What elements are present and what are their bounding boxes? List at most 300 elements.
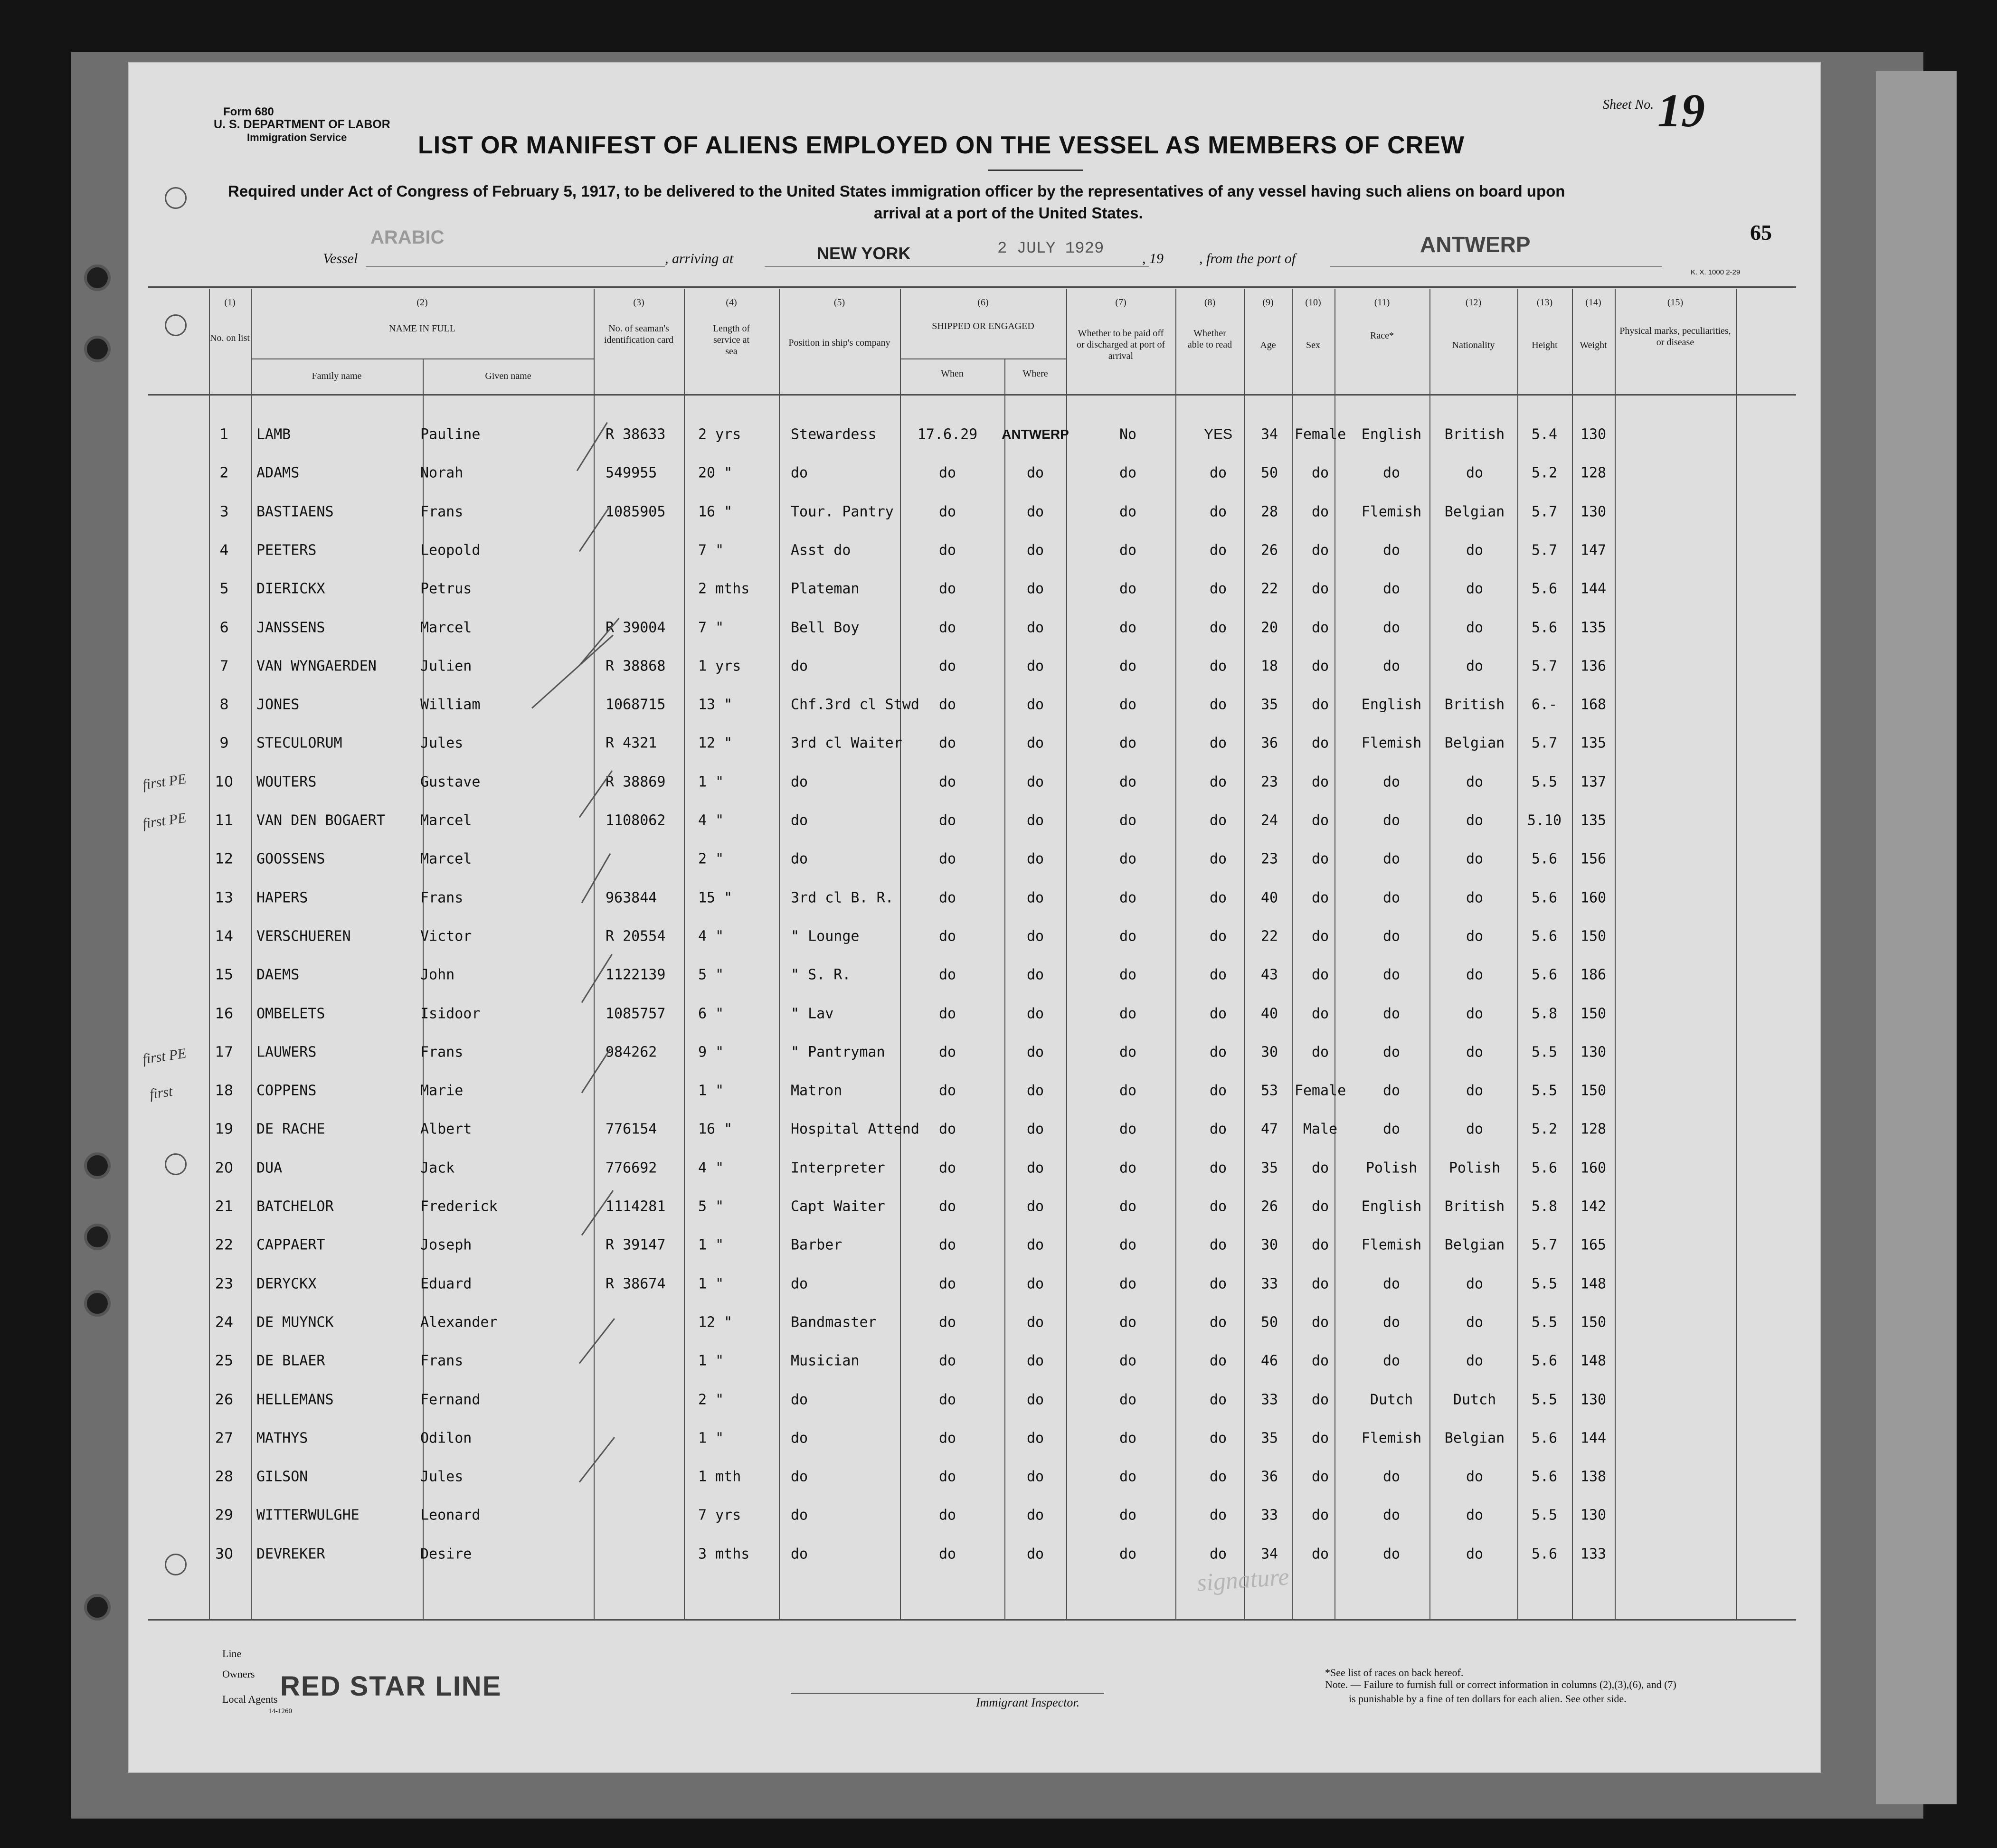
weight: 130	[1580, 503, 1607, 520]
column-rule	[1244, 289, 1245, 1619]
shipped-when: do	[938, 464, 956, 481]
card-number: 1114281	[606, 1198, 666, 1215]
able-to-read: do	[1209, 1391, 1227, 1408]
owners-label: Owners	[222, 1668, 255, 1680]
height: 5.6	[1531, 850, 1558, 867]
sex: do	[1311, 696, 1329, 713]
age: 34	[1260, 1546, 1278, 1563]
column-number-c4: (4)	[726, 297, 737, 308]
header-where: Where	[1022, 368, 1048, 379]
race: do	[1382, 812, 1401, 829]
family-name: JANSSENS	[256, 619, 325, 636]
shipped-where: do	[1026, 1005, 1044, 1022]
able-to-read: do	[1209, 1430, 1227, 1447]
age: 26	[1260, 1198, 1278, 1215]
row-number: 1	[219, 426, 229, 443]
family-name: HELLEMANS	[256, 1391, 334, 1408]
family-name: VERSCHUEREN	[256, 928, 351, 945]
header-no-on-list: No. on list	[210, 333, 250, 343]
height: 5.8	[1531, 1198, 1558, 1215]
vessel-fill-line	[366, 266, 665, 267]
paid-off: do	[1119, 1546, 1137, 1563]
header-race: Race*	[1370, 330, 1394, 341]
length-of-service: 1 yrs	[698, 658, 741, 675]
height: 5.6	[1531, 1546, 1558, 1563]
position: Bell Boy	[791, 619, 860, 636]
row-number: 19	[215, 1121, 234, 1138]
punch-ring	[165, 1554, 187, 1575]
paid-off: do	[1119, 1314, 1137, 1331]
nationality: do	[1466, 619, 1484, 636]
age: 35	[1260, 1430, 1278, 1447]
race: do	[1382, 1121, 1401, 1138]
arriving-fill-line	[765, 266, 1149, 267]
paid-off: do	[1119, 773, 1137, 791]
nationality: do	[1466, 966, 1484, 983]
given-name: Jules	[420, 1468, 464, 1485]
column-rule	[251, 289, 252, 1619]
card-number: 1085905	[606, 503, 666, 520]
race: Polish	[1365, 1160, 1418, 1177]
row-number: 21	[215, 1198, 234, 1215]
given-name: Leopold	[420, 542, 481, 559]
nationality: do	[1466, 1121, 1484, 1138]
length-of-service: 7 "	[698, 619, 724, 636]
family-name: DEVREKER	[256, 1546, 325, 1563]
given-name: Petrus	[420, 580, 472, 597]
given-name: Leonard	[420, 1507, 481, 1524]
row-number: 4	[219, 542, 229, 559]
paid-off: do	[1119, 464, 1137, 481]
family-name: DE MUYNCK	[256, 1314, 334, 1331]
vessel-label: Vessel	[323, 251, 358, 266]
punch-ring	[165, 1153, 187, 1175]
sex: Male	[1303, 1121, 1338, 1138]
penalty-note-1: Note. — Failure to furnish full or correct information in columns (2),(3),(6), and (7)	[1325, 1678, 1676, 1690]
given-name: Jules	[420, 735, 464, 752]
paid-off: do	[1119, 580, 1137, 597]
nationality: do	[1466, 542, 1484, 559]
position: Tour. Pantry	[791, 503, 894, 520]
height: 6.-	[1531, 696, 1558, 713]
shipped-where: do	[1026, 966, 1044, 983]
height: 5.6	[1531, 619, 1558, 636]
column-number-c9: (9)	[1262, 297, 1274, 308]
sex: do	[1311, 1430, 1329, 1447]
column-rule	[900, 289, 901, 1619]
shipped-where: do	[1026, 1468, 1044, 1485]
age: 22	[1260, 928, 1278, 945]
nationality: do	[1466, 812, 1484, 829]
header-bottom-rule	[148, 394, 1796, 396]
race: do	[1382, 542, 1401, 559]
able-to-read: do	[1209, 1468, 1227, 1485]
weight: 130	[1580, 1044, 1607, 1061]
header-shipped-engaged: SHIPPED OR ENGAGED	[932, 321, 1034, 331]
able-to-read: do	[1209, 1160, 1227, 1177]
row-number: 3	[219, 503, 229, 520]
position: Stewardess	[791, 426, 877, 443]
red-star-line-stamp: RED STAR LINE	[280, 1671, 502, 1702]
column-rule	[1175, 289, 1176, 1619]
height: 5.6	[1531, 580, 1558, 597]
age: 33	[1260, 1507, 1278, 1524]
position: do	[791, 1275, 808, 1292]
page-title: LIST OR MANIFEST OF ALIENS EMPLOYED ON THE VESSEL AS MEMBERS OF CREW	[418, 132, 1465, 159]
shipped-where: do	[1026, 812, 1044, 829]
binder-hole	[84, 264, 111, 291]
form-number: Form 680	[223, 105, 274, 118]
shipped-when: do	[938, 542, 956, 559]
race: do	[1382, 1275, 1401, 1292]
nationality: do	[1466, 1546, 1484, 1563]
family-name: BATCHELOR	[256, 1198, 334, 1215]
immigrant-inspector-label: Immigrant Inspector.	[976, 1696, 1080, 1709]
given-name: Desire	[420, 1546, 472, 1563]
nationality: do	[1466, 1044, 1484, 1061]
nationality: do	[1466, 1352, 1484, 1369]
race: do	[1382, 1082, 1401, 1099]
shipped-where: do	[1026, 1236, 1044, 1254]
position: do	[791, 658, 808, 675]
position: Asst do	[791, 542, 851, 559]
sex: do	[1311, 850, 1329, 867]
given-name: Marcel	[420, 812, 472, 829]
nationality: do	[1466, 1468, 1484, 1485]
weight: 147	[1580, 542, 1607, 559]
weight: 136	[1580, 658, 1607, 675]
nationality: do	[1466, 1275, 1484, 1292]
shipped-where: do	[1026, 928, 1044, 945]
margin-annotation: first PE	[142, 810, 188, 832]
row-number: 9	[219, 735, 229, 752]
shipped-where: do	[1026, 1121, 1044, 1138]
shipped-when: do	[938, 1352, 956, 1369]
nationality: do	[1466, 1507, 1484, 1524]
card-number: 776692	[606, 1160, 657, 1177]
length-of-service: 12 "	[698, 735, 733, 752]
shipped-where: do	[1026, 1546, 1044, 1563]
shipped-when: do	[938, 1121, 956, 1138]
shipped-when: do	[938, 735, 956, 752]
sex: do	[1311, 1546, 1329, 1563]
able-to-read: do	[1209, 1005, 1227, 1022]
paid-off: No	[1119, 426, 1137, 443]
sex: do	[1311, 1507, 1329, 1524]
nationality: Belgian	[1444, 735, 1505, 752]
family-name: LAMB	[256, 426, 291, 443]
age: 24	[1260, 812, 1278, 829]
able-to-read: do	[1209, 1044, 1227, 1061]
from-label: , from the port of	[1199, 251, 1296, 266]
card-number: R 38674	[606, 1275, 666, 1292]
column-rule	[1066, 289, 1067, 1619]
weight: 150	[1580, 1082, 1607, 1099]
race: do	[1382, 1352, 1401, 1369]
height: 5.7	[1531, 542, 1558, 559]
sex: do	[1311, 1198, 1329, 1215]
row-number: 28	[215, 1468, 234, 1485]
margin-annotation: first PE	[142, 1045, 188, 1067]
column-number-c12: (12)	[1465, 297, 1482, 308]
margin-annotation: first	[148, 1083, 174, 1103]
position: Plateman	[791, 580, 860, 597]
given-name: Frans	[420, 503, 464, 520]
age: 33	[1260, 1391, 1278, 1408]
row-number: 7	[219, 658, 229, 675]
age: 40	[1260, 1005, 1278, 1022]
position: do	[791, 1430, 808, 1447]
header-height: Height	[1532, 340, 1558, 350]
arriving-port: NEW YORK	[817, 244, 911, 263]
age: 36	[1260, 1468, 1278, 1485]
sex: do	[1311, 1044, 1329, 1061]
weight: 128	[1580, 1121, 1607, 1138]
weight: 130	[1580, 1507, 1607, 1524]
position: " Lav	[791, 1005, 834, 1022]
paid-off: do	[1119, 812, 1137, 829]
height: 5.2	[1531, 464, 1558, 481]
sex: do	[1311, 503, 1329, 520]
position: Chf.3rd cl Stwd	[791, 696, 919, 713]
inspector-line	[791, 1693, 1104, 1694]
row-number: 15	[215, 966, 234, 983]
height: 5.5	[1531, 773, 1558, 791]
able-to-read: do	[1209, 658, 1227, 675]
given-name: Frans	[420, 1044, 464, 1061]
column-number-c5: (5)	[833, 297, 845, 308]
position: do	[791, 773, 808, 791]
weight: 150	[1580, 1314, 1607, 1331]
family-name: STECULORUM	[256, 735, 342, 752]
sex: do	[1311, 542, 1329, 559]
header-sex: Sex	[1306, 340, 1320, 350]
nationality: do	[1466, 850, 1484, 867]
length-of-service: 12 "	[698, 1314, 733, 1331]
binder-hole	[84, 1152, 111, 1179]
nationality: do	[1466, 773, 1484, 791]
height: 5.6	[1531, 966, 1558, 983]
paid-off: do	[1119, 1391, 1137, 1408]
age: 30	[1260, 1236, 1278, 1254]
paid-off: do	[1119, 735, 1137, 752]
row-number: 22	[215, 1236, 234, 1254]
sex: do	[1311, 966, 1329, 983]
race: Flemish	[1361, 735, 1422, 752]
shipped-when: do	[938, 503, 956, 520]
race: do	[1382, 928, 1401, 945]
length-of-service: 1 "	[698, 1430, 724, 1447]
height: 5.6	[1531, 1160, 1558, 1177]
paid-off: do	[1119, 1082, 1137, 1099]
nationality: Belgian	[1444, 1236, 1505, 1254]
nationality: do	[1466, 889, 1484, 906]
shipped-where: ANTWERP	[1002, 427, 1069, 442]
given-name: Marcel	[420, 619, 472, 636]
column-rule	[1429, 289, 1430, 1619]
name-sub-rule	[251, 358, 594, 359]
sex: do	[1311, 1236, 1329, 1254]
family-name: VAN DEN BOGAERT	[256, 812, 385, 829]
shipped-where: do	[1026, 464, 1044, 481]
age: 23	[1260, 773, 1278, 791]
sheet-number: 19	[1657, 84, 1705, 137]
races-note: *See list of races on back hereof.	[1325, 1667, 1464, 1678]
shipped-when: do	[938, 928, 956, 945]
height: 5.5	[1531, 1275, 1558, 1292]
shipped-when: do	[938, 1082, 956, 1099]
header-physical-marks: Physical marks, peculiarities, or disease	[1619, 326, 1731, 348]
length-of-service: 5 "	[698, 1198, 724, 1215]
height: 5.6	[1531, 1352, 1558, 1369]
given-name: Frans	[420, 1352, 464, 1369]
given-name: Gustave	[420, 773, 481, 791]
weight: 133	[1580, 1546, 1607, 1563]
length-of-service: 1 "	[698, 773, 724, 791]
manifest-page	[128, 62, 1821, 1773]
shipped-where: do	[1026, 503, 1044, 520]
length-of-service: 5 "	[698, 966, 724, 983]
shipped-where: do	[1026, 1507, 1044, 1524]
position: do	[791, 1546, 808, 1563]
header-given-name: Given name	[485, 371, 531, 381]
shipped-when: do	[938, 889, 956, 906]
sex: do	[1311, 658, 1329, 675]
height: 5.7	[1531, 735, 1558, 752]
card-number: R 38633	[606, 426, 666, 443]
column-number-c13: (13)	[1536, 297, 1553, 308]
able-to-read: do	[1209, 850, 1227, 867]
race: English	[1361, 1198, 1422, 1215]
position: " Lounge	[791, 928, 860, 945]
row-number: 17	[215, 1044, 234, 1061]
weight: 144	[1580, 1430, 1607, 1447]
nationality: do	[1466, 580, 1484, 597]
height: 5.5	[1531, 1507, 1558, 1524]
sex: do	[1311, 464, 1329, 481]
paid-off: do	[1119, 1236, 1137, 1254]
weight: 160	[1580, 889, 1607, 906]
race: do	[1382, 773, 1401, 791]
weight: 148	[1580, 1352, 1607, 1369]
sex: do	[1311, 1005, 1329, 1022]
row-number: 23	[215, 1275, 234, 1292]
length-of-service: 1 "	[698, 1352, 724, 1369]
position: " S. R.	[791, 966, 851, 983]
row-number: 14	[215, 928, 234, 945]
age: 47	[1260, 1121, 1278, 1138]
card-number: R 39147	[606, 1236, 666, 1254]
sex: do	[1311, 1391, 1329, 1408]
shipped-when: do	[938, 1507, 956, 1524]
column-number-c10: (10)	[1305, 297, 1321, 308]
paid-off: do	[1119, 1121, 1137, 1138]
age: 20	[1260, 619, 1278, 636]
age: 53	[1260, 1082, 1278, 1099]
paid-off: do	[1119, 1507, 1137, 1524]
shipped-when: do	[938, 658, 956, 675]
position: do	[791, 1391, 808, 1408]
able-to-read: do	[1209, 1236, 1227, 1254]
race: Flemish	[1361, 1236, 1422, 1254]
column-rule	[779, 289, 780, 1619]
sex: do	[1311, 619, 1329, 636]
race: English	[1361, 426, 1422, 443]
age: 33	[1260, 1275, 1278, 1292]
family-name: PEETERS	[256, 542, 317, 559]
position: Capt Waiter	[791, 1198, 885, 1215]
header-family-name: Family name	[312, 371, 362, 381]
position: Hospital Attend	[791, 1121, 919, 1138]
age: 34	[1260, 426, 1278, 443]
paid-off: do	[1119, 1005, 1137, 1022]
length-of-service: 7 "	[698, 542, 724, 559]
weight: 150	[1580, 1005, 1607, 1022]
given-name: Eduard	[420, 1275, 472, 1292]
family-name: BASTIAENS	[256, 503, 334, 520]
column-number-c3: (3)	[633, 297, 644, 308]
height: 5.6	[1531, 928, 1558, 945]
shipped-when: do	[938, 1546, 956, 1563]
column-rule	[1517, 289, 1518, 1619]
age: 36	[1260, 735, 1278, 752]
shipped-where: do	[1026, 1082, 1044, 1099]
race: do	[1382, 1005, 1401, 1022]
shipped-where: do	[1026, 1044, 1044, 1061]
card-number: R 38869	[606, 773, 666, 791]
shipped-where: do	[1026, 1430, 1044, 1447]
family-name: OMBELETS	[256, 1005, 325, 1022]
family-name: MATHYS	[256, 1430, 308, 1447]
given-name: Victor	[420, 928, 472, 945]
able-to-read: do	[1209, 619, 1227, 636]
row-number: 8	[219, 696, 229, 713]
weight: 156	[1580, 850, 1607, 867]
shipped-where: do	[1026, 1391, 1044, 1408]
header-able-to-read: Whether able to read	[1187, 328, 1232, 350]
position: do	[791, 850, 808, 867]
row-number: 2	[219, 464, 229, 481]
paid-off: do	[1119, 966, 1137, 983]
column-rule	[594, 289, 595, 1619]
height: 5.6	[1531, 1430, 1558, 1447]
title-underline	[988, 170, 1083, 171]
binder-hole	[84, 1594, 111, 1621]
height: 5.7	[1531, 503, 1558, 520]
given-name: Norah	[420, 464, 464, 481]
race: do	[1382, 1314, 1401, 1331]
given-name: Marcel	[420, 850, 472, 867]
shipped-when: do	[938, 966, 956, 983]
race: do	[1382, 889, 1401, 906]
shipped-where: do	[1026, 658, 1044, 675]
paid-off: do	[1119, 542, 1137, 559]
given-name: Isidoor	[420, 1005, 481, 1022]
shipped-where: do	[1026, 1198, 1044, 1215]
header-when: When	[941, 368, 964, 379]
able-to-read: do	[1209, 542, 1227, 559]
weight: 135	[1580, 619, 1607, 636]
table-top-rule	[148, 286, 1796, 288]
requirement-line-1: Required under Act of Congress of February 5, 1917, to be delivered to the United States immigration officer by the representatives of any vessel having such aliens on board upon	[228, 182, 1565, 200]
able-to-read: do	[1209, 1507, 1227, 1524]
family-name: WOUTERS	[256, 773, 317, 791]
length-of-service: 4 "	[698, 928, 724, 945]
race: do	[1382, 580, 1401, 597]
header-position: Position in ship's company	[788, 338, 890, 348]
given-name: Joseph	[420, 1236, 472, 1254]
column-rule	[684, 289, 685, 1619]
